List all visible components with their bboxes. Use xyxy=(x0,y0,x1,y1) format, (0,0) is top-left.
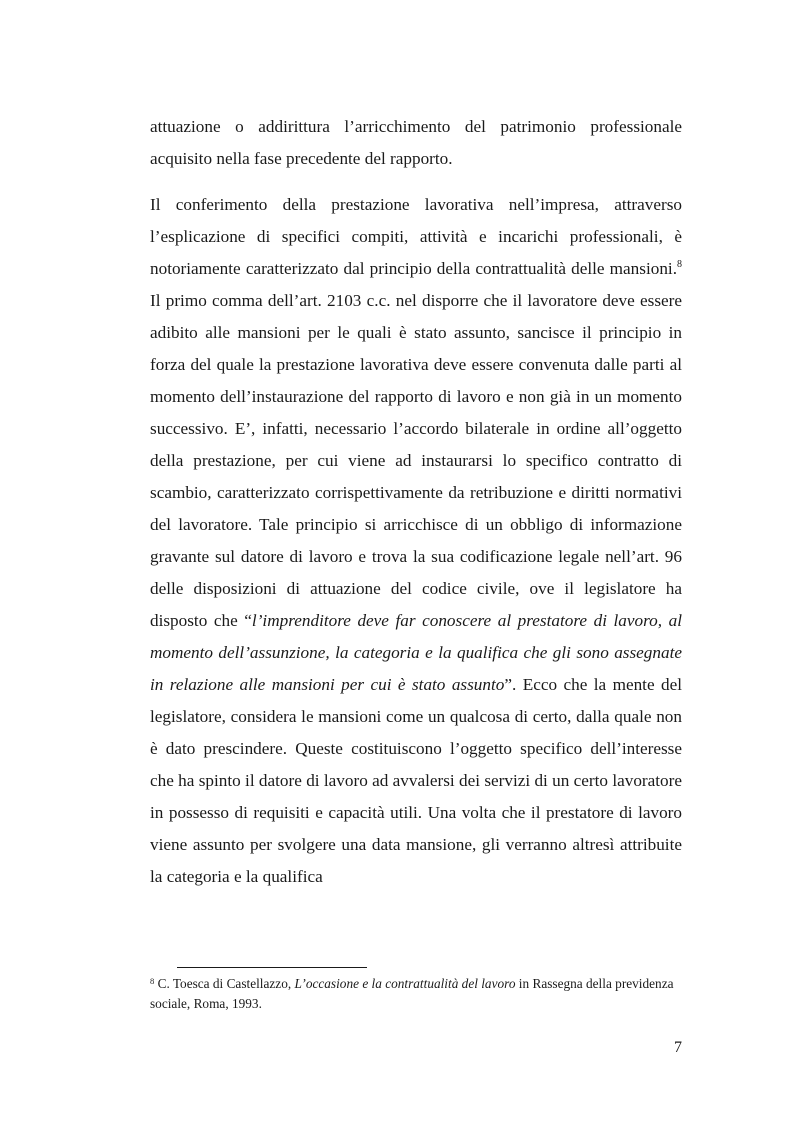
footnote-author: C. Toesca di Castellazzo, xyxy=(154,976,295,991)
footnote-source: in Rassegna della previdenza sociale, Roma, 1993. xyxy=(150,976,674,1011)
paragraph-2-part-3: ”. Ecco che la mente del legislatore, considera le mansioni come un qualcosa di certo, dalla quale non è dato prescindere. Queste costituiscono l’oggetto specifico dell’interesse che ha spinto il datore di lavoro ad avvalersi dei servizi di un certo lavoratore in possesso di requisiti e capacità utili. Una volta che il prestatore di lavoro viene assunto per svolgere una data mansione, gli verranno altresì attribuite la categoria e la qualifica xyxy=(150,675,682,886)
footnote-separator xyxy=(177,967,367,968)
paragraph-2 xyxy=(150,189,682,893)
paragraph-2-part-1: Il conferimento della prestazione lavorativa nell’impresa, attraverso l’esplicazione di specifici compiti, attività e incarichi professionali, è notoriamente caratterizzato dal principio della contrattualità delle mansioni. xyxy=(150,195,682,278)
paragraph-1: attuazione o addirittura l’arricchimento del patrimonio professionale acquisito nella fase precedente del rapporto. xyxy=(150,117,682,168)
footnote-title: L’occasione e la contrattualità del lavoro xyxy=(294,976,516,991)
footnote-number: 8 xyxy=(150,976,155,986)
paragraph-2-part-2: Il primo comma dell’art. 2103 c.c. nel disporre che il lavoratore deve essere adibito alle mansioni per le quali è stato assunto, sancisce il principio in forza del quale la prestazione lavorativa deve essere convenuta dalle parti al momento dell’instaurazione del rapporto di lavoro e non già in un momento successivo. E’, infatti, necessario l’accordo bilaterale in ordine all’oggetto della prestazione, per cui viene ad instaurarsi lo specifico contratto di scambio, caratterizzato corrispettivamente da retribuzione e diritti normativi del lavoratore. Tale principio si arricchisce di un obbligo di informazione gravante sul datore di lavoro e trova la sua codificazione legale nell’art. 96 delle disposizioni di attuazione del codice civile, ove il legislatore ha disposto che “ xyxy=(150,291,682,630)
quoted-law-text: l’imprenditore deve far conoscere al prestatore di lavoro, al momento dell’assunzione, la categoria e la qualifica che gli sono assegnate in relazione alle mansioni per cui è stato assunto xyxy=(150,611,682,694)
footnote xyxy=(150,974,682,1014)
body-text xyxy=(150,111,682,893)
page-number: 7 xyxy=(674,1039,682,1056)
footnote-reference[interactable]: 8 xyxy=(677,259,682,270)
